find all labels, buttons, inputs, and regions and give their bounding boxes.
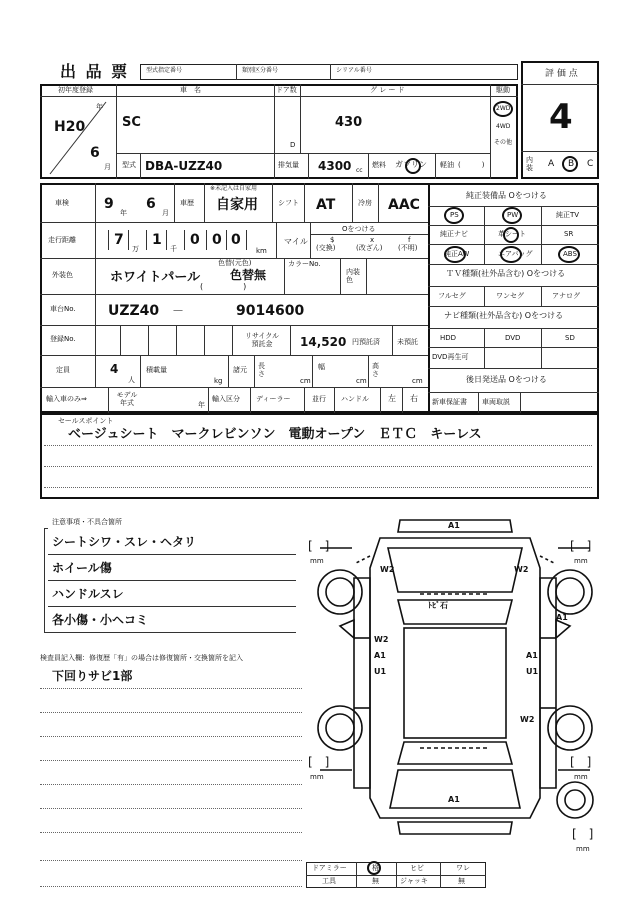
exterior-value: ホワイトパール [110,270,201,285]
color-no-label: カラーNo. [288,260,321,268]
color-change-value: 色替無 [230,268,267,282]
altered-label: (改ざん) [356,244,383,252]
ac-value: AAC [388,197,420,213]
post-warranty: 新車保証書 [432,398,467,406]
note-item-2: ホイール傷 [52,561,112,575]
diesel-label: 軽油 [440,161,454,169]
interior-a: A [548,159,555,169]
tv-fullseg: フルセグ [438,292,466,300]
mirror-circle-mark [367,861,381,875]
drive-2wd: 2WD [496,105,511,112]
bracket-spare: [ ] [572,827,594,841]
damage-stone-chip: ﾄﾋﾞ石 [428,601,448,610]
equip-sr: SR [564,230,574,238]
mileage-digit-1: 7 [114,232,124,248]
model-code-label: 型式指定番号 [146,67,183,74]
month-unit: 月 [104,163,111,171]
equip-tv: 純正TV [556,211,580,219]
abs-circle-mark [558,246,580,263]
recycle-unpaid: 未預託 [397,338,418,346]
altered-mark: x [370,236,375,244]
door-suffix: D [290,141,296,149]
exchange-label: (交換) [316,244,336,252]
chassis-model: UZZ40 [108,303,160,319]
damage-w2-front-left: W2 [380,565,395,574]
recycle-amount: 14,520 [300,335,347,349]
post-manual: 車両取説 [482,398,510,406]
drive-circle-mark [493,101,513,117]
reg-label: 登録No. [50,335,76,343]
navi-sd: SD [565,334,575,342]
exchange-mark: $ [330,236,335,244]
navi-title: ナビ種類(社外品含む) Oをつける [444,311,564,320]
sales-point-label: セールスポイント [58,417,114,425]
dealer-label: ディーラー [256,395,291,403]
name-label: 車 名 [180,86,201,94]
color-change-label: 色替(元色) [218,259,252,267]
handle-label: ハンドル [341,395,369,403]
damage-a1-rear: A1 [448,795,460,804]
fuel-label: 燃料 [372,161,386,169]
first-reg-label: 初年度登録 [58,86,93,94]
footer-tools-label: 工具 [322,877,336,885]
serial-label: シリアル番号 [336,67,372,74]
code-row [140,64,518,80]
history-value: 自家用 [216,197,258,213]
equip-navi: 純正ナビ [440,230,468,238]
equip-aw: 純正AW [444,250,470,258]
equip-pw: PW [507,211,519,219]
recycle-status: 円預託済 [352,338,380,346]
damage-a1-front: A1 [448,521,460,530]
history-label: 車歴 [180,199,194,207]
year-unit: 年 [96,103,103,111]
score-label: 評 価 点 [545,69,578,79]
sales-point-text: ベージュシート マークレビンソン 電動オープン ＥＴＣ キーレス [68,427,482,442]
drive-label: 駆動 [496,86,510,94]
damage-w2-front-right: W2 [514,565,529,574]
equip-ps: PS [450,211,459,219]
height-unit: cm [412,377,423,385]
inspection-month-unit: 月 [162,209,169,217]
import-label: 輸入車のみ⇒ [46,395,87,403]
footer-jack-label: ジャッキ [400,877,428,885]
inspector-item: 下回りサビ1部 [52,669,133,683]
shift-value: AT [316,197,336,213]
mileage-label: 走行距離 [48,236,76,244]
ps-circle-mark [444,207,464,224]
inspection-month: 6 [146,196,156,212]
displacement-value: 4300 [318,159,352,173]
bracket-front-right: [ ] [570,539,592,553]
drive-4wd: 4WD [496,123,511,130]
form-title: 出 品 票 [60,62,130,81]
class-code-label: 類別区分番号 [242,67,279,74]
displacement-label: 排気量 [278,161,299,169]
bracket-rear-left: [ ] [308,755,330,769]
genuine-title: 純正装備品 Oをつける [466,191,547,200]
footer-jack-value: 無 [458,877,465,885]
inspection-year: 9 [104,196,114,212]
navi-dvd: DVD [505,334,521,342]
tv-analog: アナログ [552,292,580,300]
model-value: DBA-UZZ40 [145,159,223,173]
capacity-label: 定員 [56,366,70,374]
first-reg-year: H20 [54,119,86,135]
cc-unit: cc [356,167,363,174]
capacity-value: 4 [110,362,119,376]
aw-circle-mark [444,246,466,263]
drive-other: その他 [494,139,513,146]
footer-crack-label: ヒビ [410,864,424,872]
mileage-digit-3: 0 [190,232,200,248]
shift-label: シフト [278,199,299,207]
fuel-value: ガソリン [395,160,427,169]
damage-left-u1: U1 [374,667,387,676]
car-name: SC [122,115,141,130]
mm-rear-right: mm [574,773,588,781]
post-title: 後日発送品 Oをつける [466,375,547,384]
damage-a1-right: A1 [556,613,568,622]
inspector-label: 検査員記入欄：修復歴「有」の場合は修復箇所・交換箇所を記入 [40,654,243,662]
mileage-km-unit: km [256,247,267,255]
mileage-sen-unit: 千 [170,245,177,253]
equip-airbag: エアバッグ [498,250,533,258]
navi-hdd: HDD [440,334,457,342]
history-note: ※未記入は自家用 [210,185,258,192]
airbag-circle-mark [500,246,522,263]
note-item-3: ハンドルスレ [52,587,124,601]
fuel-paren: ( ) [458,161,485,169]
fuel-circle-mark [405,158,421,174]
chassis-label: 車台No. [50,305,76,313]
load-label: 積載量 [146,366,167,374]
mm-spare: mm [576,845,590,853]
footer-mirror-label: ドアミラー [312,864,347,872]
inspection-year-unit: 年 [120,209,127,217]
import-class-label: 輸入区分 [212,395,240,403]
mm-rear-left: mm [310,773,324,781]
damage-right-u1: U1 [526,667,539,676]
bracket-rear-right: [ ] [570,755,592,769]
parallel-label: 並行 [312,395,326,403]
interior-color-label: 内装色 [346,268,360,284]
mileage-man-unit: 万 [132,245,139,253]
first-reg-month: 6 [90,145,100,161]
width-unit: cm [356,377,367,385]
equip-abs: ABS [563,250,577,258]
interior-b: B [568,159,575,169]
bracket-front-left: [ ] [308,539,330,553]
tv-title: ＴＶ種類(社外品含む) Oをつける [446,269,566,278]
note-item-4: 各小傷・小ヘコミ [52,613,149,627]
model-label: 型式 [122,161,136,169]
circle-note: Oをつける [342,225,376,233]
footer-break-label: ワレ [456,864,470,872]
handle-right: 右 [410,394,418,403]
load-unit: kg [214,377,223,385]
grade-label: グ レ ー ド [370,86,405,94]
footer-tools-value: 無 [372,877,379,885]
damage-left-w2: W2 [374,635,389,644]
width-label: 幅 [318,363,325,371]
damage-w2-rear-right: W2 [520,715,535,724]
dims-label: 諸元 [233,366,247,374]
car-damage-diagram [300,508,610,860]
mileage-digit-4: 0 [212,232,222,248]
mm-front-left: mm [310,557,324,565]
capacity-unit: 人 [128,376,135,384]
damage-right-a1: A1 [526,651,538,660]
note-item-1: シートシワ・スレ・ヘタリ [52,535,197,549]
length-label: 長さ [258,362,265,378]
dvd-play-label: DVD再生可 [432,353,469,361]
chassis-dash: － [172,304,185,318]
unknown-label: (不明) [398,244,418,252]
footer-mirror-value: 格 [372,864,379,872]
interior-circle-mark [562,156,578,172]
ac-label: 冷房 [358,199,372,207]
inspection-label: 車検 [55,199,69,207]
damage-left-a1: A1 [374,651,386,660]
mileage-mile: マイル [284,237,308,246]
exterior-label: 外装色 [52,271,73,279]
color-paren: ( ) [200,282,247,291]
pw-circle-mark [502,207,522,224]
model-year-label: モデル年式 [116,391,138,407]
recycle-label: リサイクル預託金 [244,332,280,348]
model-year-unit: 年 [198,401,205,409]
mm-front-right: mm [574,557,588,565]
tv-oneseg: ワンセグ [496,292,524,300]
door-label: ドア数 [276,86,297,94]
length-unit: cm [300,377,311,385]
notes-label: 注意事項・不具合箇所 [52,518,122,526]
grade-value: 430 [335,115,363,130]
leather-circle-mark [503,227,519,243]
interior-c: C [587,159,594,169]
chassis-number: 9014600 [236,303,305,319]
score-value: 4 [549,97,573,137]
unknown-mark: f [408,236,411,244]
mileage-digit-2: 1 [152,232,162,248]
interior-label: 内装 [526,156,533,172]
height-label: 高さ [372,362,379,378]
mileage-digit-5: 0 [231,232,241,248]
equip-leather: 革シート [498,230,526,238]
handle-left: 左 [388,394,396,403]
